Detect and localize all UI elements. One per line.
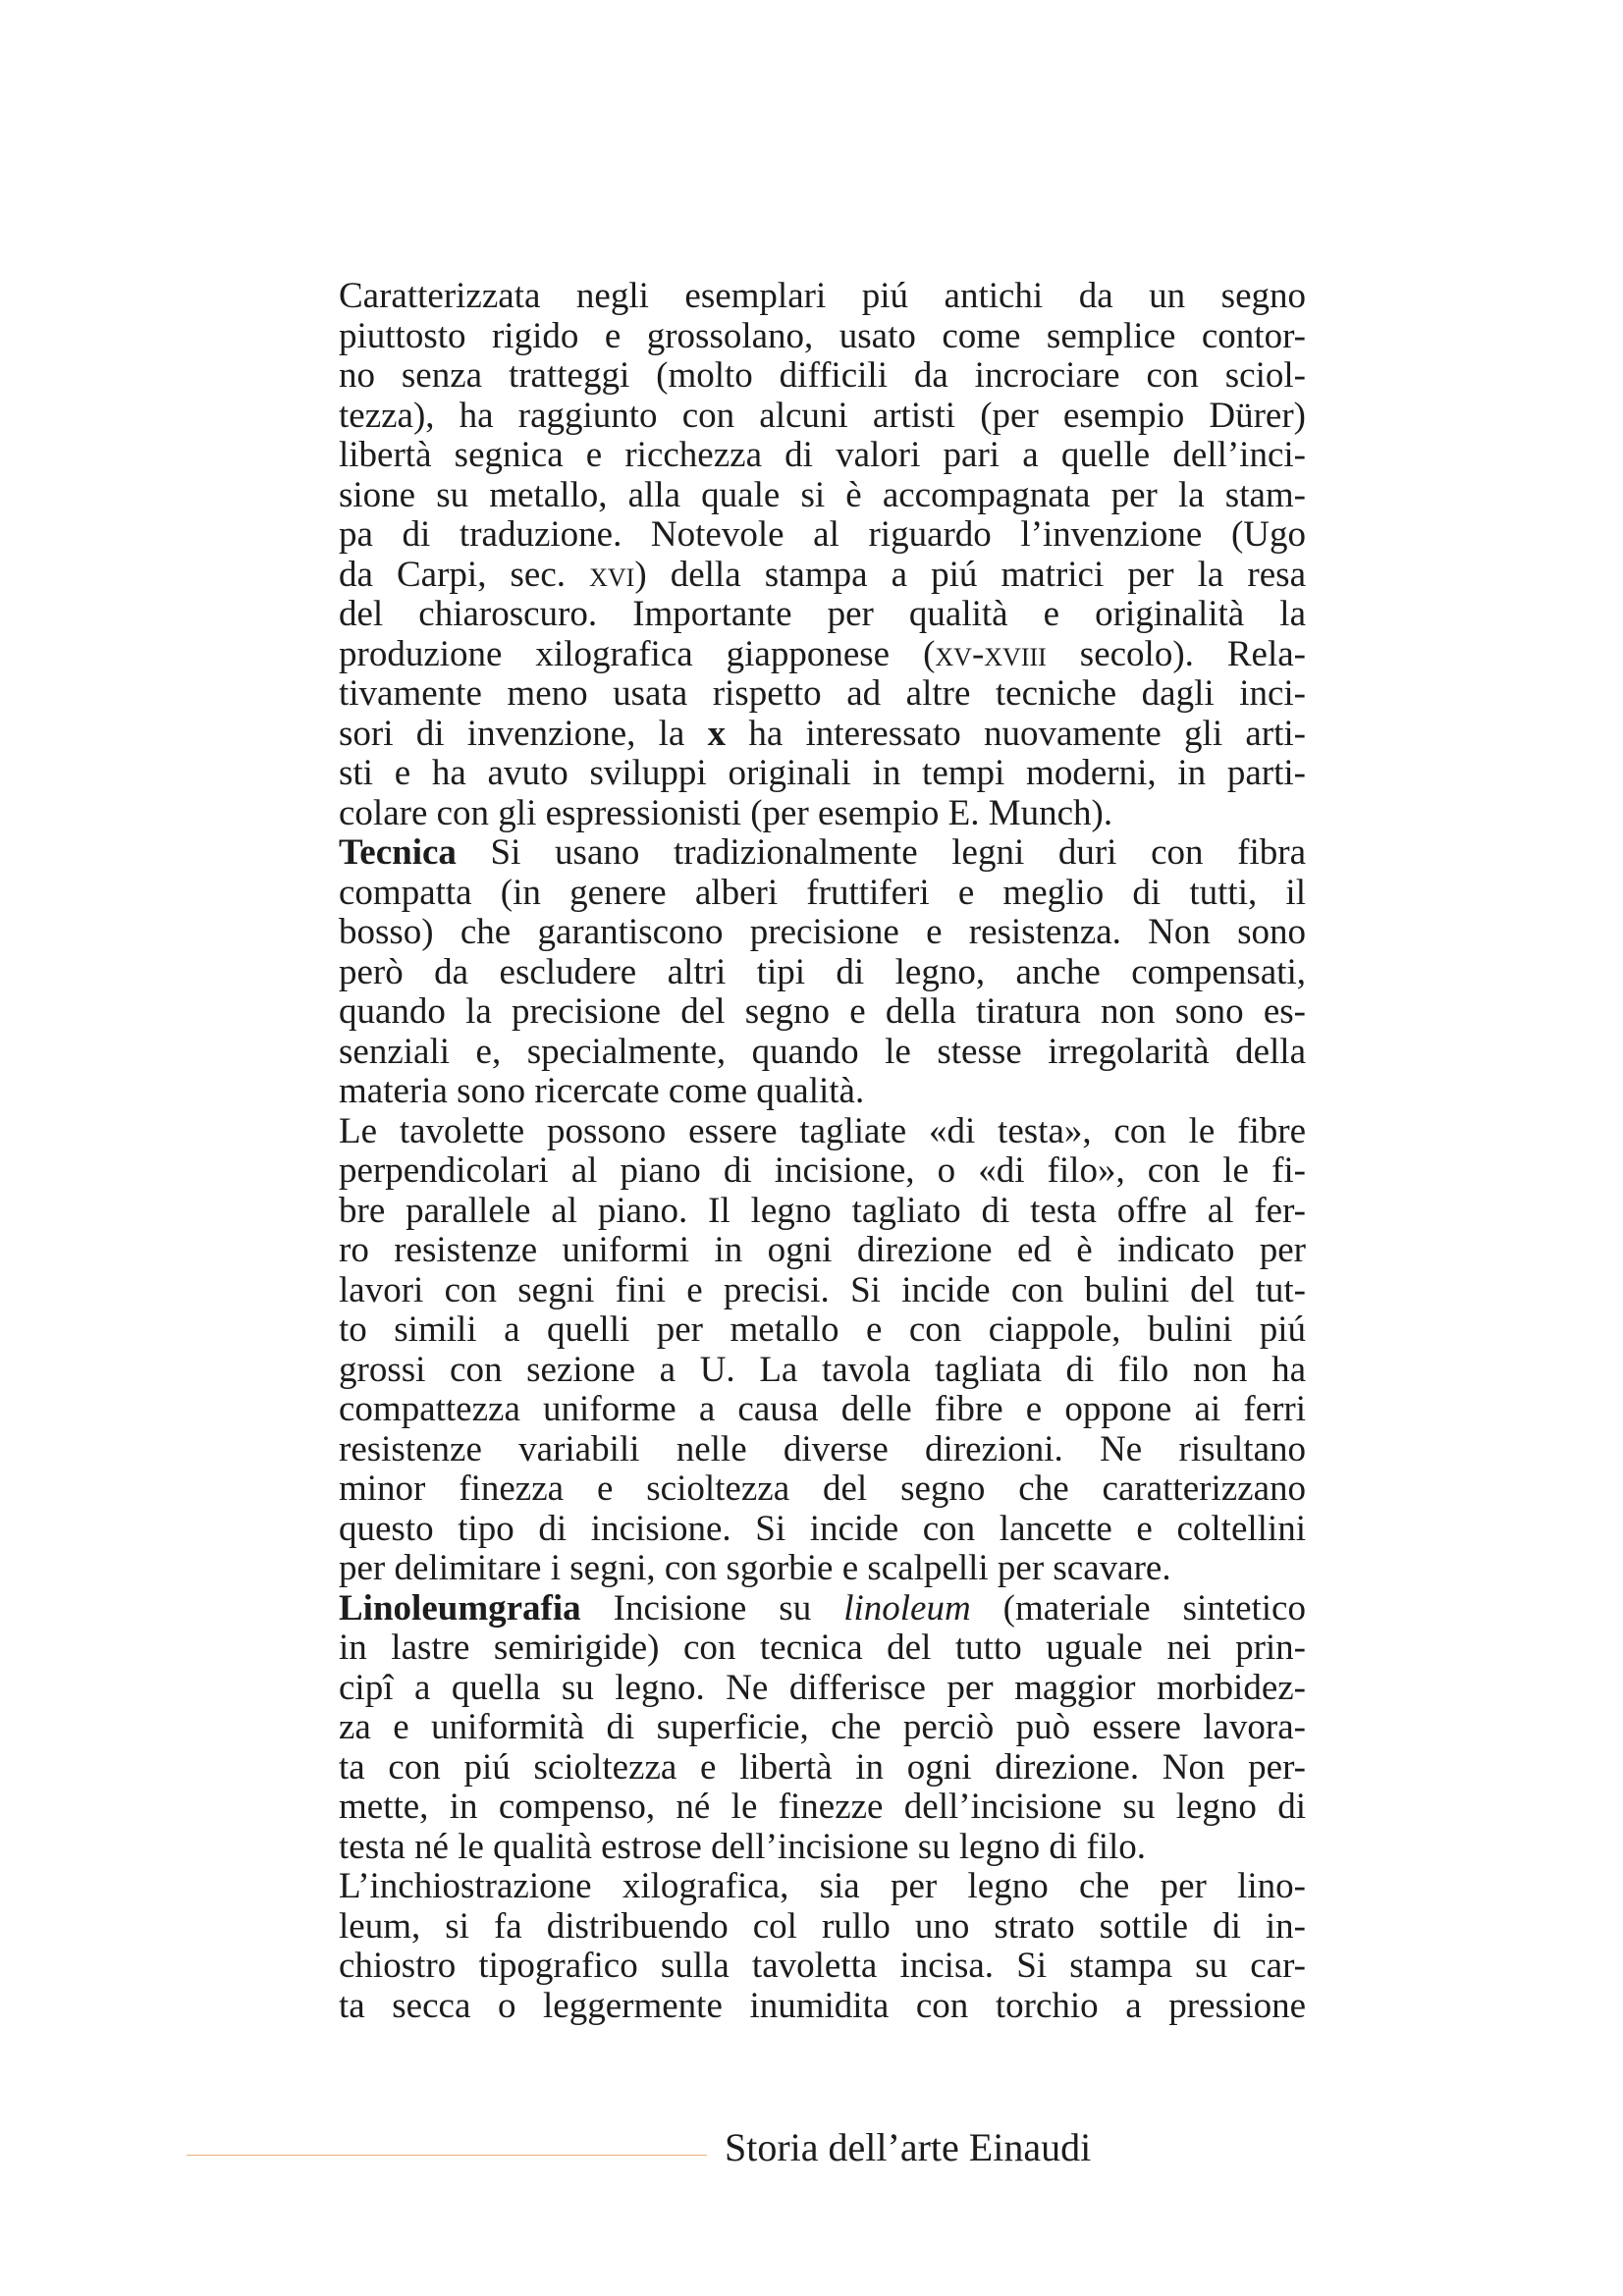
text-line: in lastre semirigide) con tecnica del tutto uguale nei prin- — [339, 1628, 1306, 1668]
text-line: senziali e, specialmente, quando le stesse irregolarità della — [339, 1031, 1306, 1072]
entry-abbreviation: x — [707, 713, 727, 754]
text-line: lavori con segni fini e precisi. Si incide con bulini del tut- — [339, 1269, 1306, 1310]
century-numeral: xv-xviii — [935, 633, 1047, 674]
text-line: produzione xilografica giapponese (xv-xviii secolo). Rela- — [339, 633, 1306, 674]
text-line: bre parallele al piano. Il legno tagliato di testa offre al fer- — [339, 1190, 1306, 1231]
century-numeral: xvi — [589, 554, 635, 595]
text-line: testa né le qualità estrose dell’incisione su legno di filo. — [339, 1826, 1147, 1867]
text-line: mette, in compenso, né le finezze dell’incisione su legno di — [339, 1787, 1306, 1827]
text-line: no senza tratteggi (molto difficili da incrociare con sciol- — [339, 355, 1306, 396]
text-line: colare con gli espressionisti (per esempio E. Munch). — [339, 792, 1113, 833]
text-line: compatta (in genere alberi fruttiferi e meglio di tutti, il — [339, 872, 1306, 913]
text-line: resistenze variabili nelle diverse direzioni. Ne risultano — [339, 1428, 1306, 1469]
footer-title: Storia dell’arte Einaudi — [725, 2125, 1092, 2169]
text-line: sori di invenzione, la x ha interessato nuovamente gli arti- — [339, 713, 1306, 754]
text-line: compattezza uniforme a causa delle fibre e oppone ai ferri — [339, 1389, 1306, 1429]
text-line: del chiaroscuro. Importante per qualità e originalità la — [339, 594, 1306, 634]
text-line: minor finezza e scioltezza del segno che caratterizzano — [339, 1468, 1306, 1509]
section-term-linoleumgrafia: Linoleumgrafia — [339, 1587, 581, 1629]
text-line: ta con piú scioltezza e libertà in ogni direzione. Non per- — [339, 1746, 1306, 1788]
footer-rule — [187, 2155, 707, 2156]
text-line: chiostro tipografico sulla tavoletta incisa. Si stampa su car- — [339, 1946, 1306, 1986]
text-line: per delimitare i segni, con sgorbie e scalpelli per scavare. — [339, 1548, 1171, 1588]
page-body — [339, 277, 1306, 2026]
text-line: però da escludere altri tipi di legno, anche compensati, — [339, 951, 1306, 992]
text-line: libertà segnica e ricchezza di valori pari a quelle dell’inci- — [339, 435, 1306, 475]
text-line: cipî a quella su legno. Ne differisce per maggior morbidez- — [339, 1667, 1306, 1708]
text-line: quando la precisione del segno e della tiratura non sono es- — [339, 991, 1306, 1032]
text-line: Tecnica Si usano tradizionalmente legni duri con fibra — [339, 832, 1306, 873]
text-line: leum, si fa distribuendo col rullo uno strato sottile di in- — [339, 1905, 1306, 1947]
text-line: sione su metallo, alla quale si è accompagnata per la stam- — [339, 474, 1306, 515]
text-line: piuttosto rigido e grossolano, usato come semplice contor- — [339, 315, 1306, 356]
text-line: questo tipo di incisione. Si incide con lancette e coltellini — [339, 1508, 1306, 1549]
text-line: da Carpi, sec. xvi) della stampa a piú matrici per la resa — [339, 554, 1306, 595]
text-line: Linoleumgrafia Incisione su linoleum (materiale sintetico — [339, 1587, 1306, 1629]
text-line: grossi con sezione a U. La tavola tagliata di filo non ha — [339, 1349, 1306, 1390]
text-line: ta secca o leggermente inumidita con torchio a pressione — [339, 1985, 1306, 2026]
text-line: za e uniformità di superficie, che perciò può essere lavora- — [339, 1707, 1306, 1747]
section-term-tecnica: Tecnica — [339, 832, 457, 873]
text-line: Caratterizzata negli esemplari piú antichi da un segno — [339, 276, 1306, 316]
text-line: tivamente meno usata rispetto ad altre tecniche dagli inci- — [339, 673, 1306, 714]
text-line: L’inchiostrazione xilografica, sia per legno che per lino- — [339, 1866, 1306, 1906]
text-line: bosso) che garantiscono precisione e resistenza. Non sono — [339, 912, 1306, 952]
text-line: perpendicolari al piano di incisione, o «di filo», con le fi- — [339, 1150, 1306, 1191]
text-line: tezza), ha raggiunto con alcuni artisti (per esempio Dürer) — [339, 395, 1306, 436]
text-line: sti e ha avuto sviluppi originali in tempi moderni, in parti- — [339, 753, 1306, 793]
text-line: to simili a quelli per metallo e con ciappole, bulini piú — [339, 1309, 1306, 1350]
text-line: materia sono ricercate come qualità. — [339, 1071, 865, 1111]
text-line: Le tavolette possono essere tagliate «di testa», con le fibre — [339, 1110, 1306, 1151]
text-line: ro resistenze uniformi in ogni direzione ed è indicato per — [339, 1230, 1306, 1270]
text-line: pa di traduzione. Notevole al riguardo l’invenzione (Ugo — [339, 514, 1306, 555]
